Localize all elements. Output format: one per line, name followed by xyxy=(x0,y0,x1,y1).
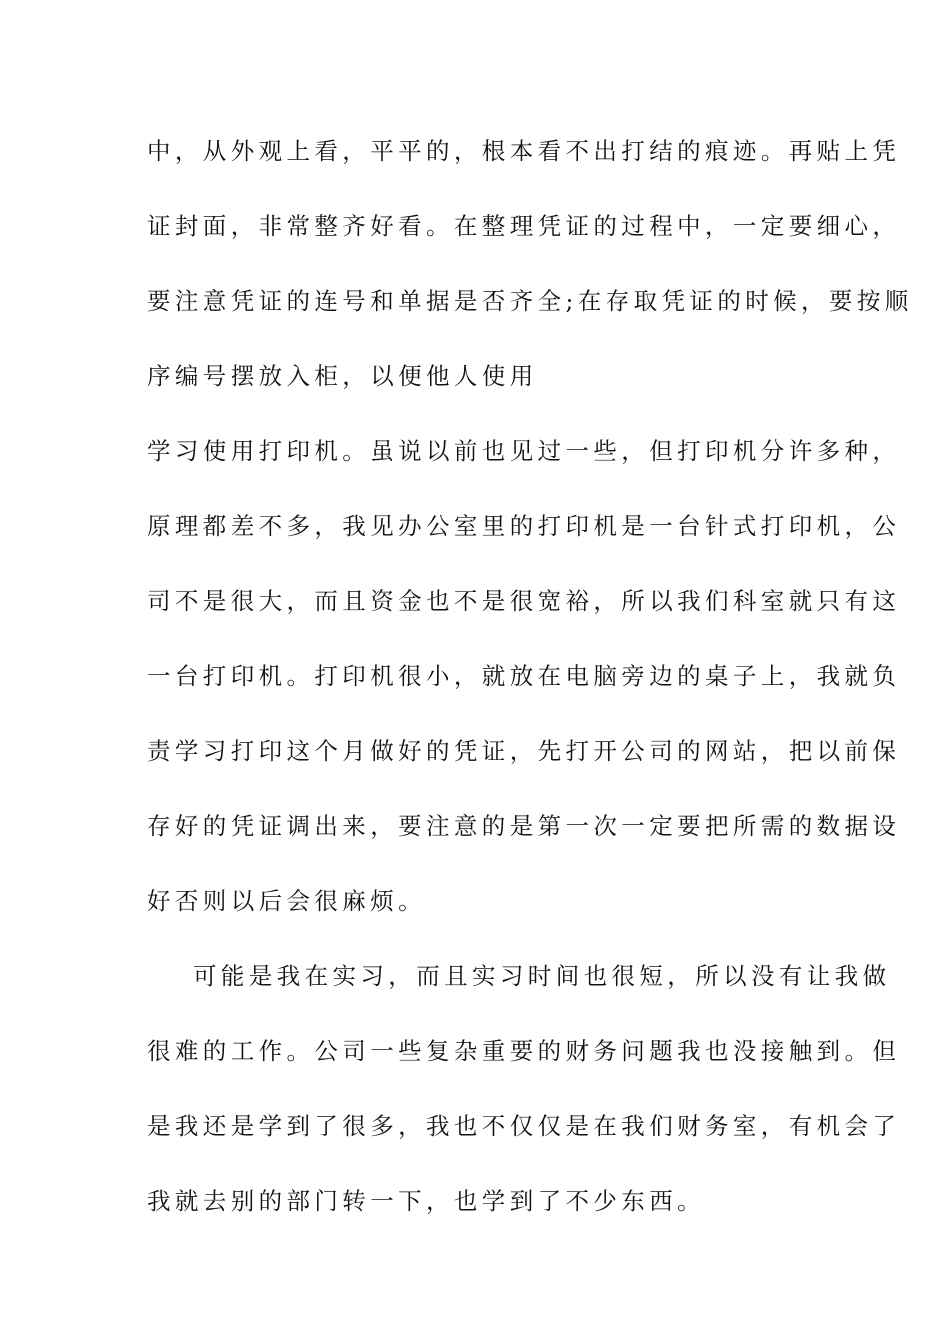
text-line: 一台打印机。打印机很小，就放在电脑旁边的桌子上，我就负 xyxy=(147,662,901,690)
text-line: 是我还是学到了很多，我也不仅仅是在我们财务室，有机会了 xyxy=(147,1112,901,1140)
text-line: 学习使用打印机。虽说以前也见过一些，但打印机分许多种， xyxy=(147,437,901,465)
text-line: 很难的工作。公司一些复杂重要的财务问题我也没接触到。但 xyxy=(147,1037,901,1065)
text-line: 证封面，非常整齐好看。在整理凭证的过程中，一定要细心， xyxy=(147,212,901,240)
text-line: 原理都差不多，我见办公室里的打印机是一台针式打印机，公 xyxy=(147,512,901,540)
text-line: 责学习打印这个月做好的凭证，先打开公司的网站，把以前保 xyxy=(147,737,901,765)
text-line: 好否则以后会很麻烦。 xyxy=(147,887,426,915)
text-line: 可能是我在实习，而且实习时间也很短，所以没有让我做 xyxy=(193,962,891,990)
text-line: 我就去别的部门转一下，也学到了不少东西。 xyxy=(147,1187,705,1215)
text-line: 序编号摆放入柜，以便他人使用 xyxy=(147,362,538,390)
text-line: 中，从外观上看，平平的，根本看不出打结的痕迹。再贴上凭 xyxy=(147,137,901,165)
text-line: 司不是很大，而且资金也不是很宽裕，所以我们科室就只有这 xyxy=(147,587,901,615)
text-line: 存好的凭证调出来，要注意的是第一次一定要把所需的数据设 xyxy=(147,812,901,840)
text-line: 要注意凭证的连号和单据是否齐全;在存取凭证的时候，要按顺 xyxy=(147,287,913,315)
